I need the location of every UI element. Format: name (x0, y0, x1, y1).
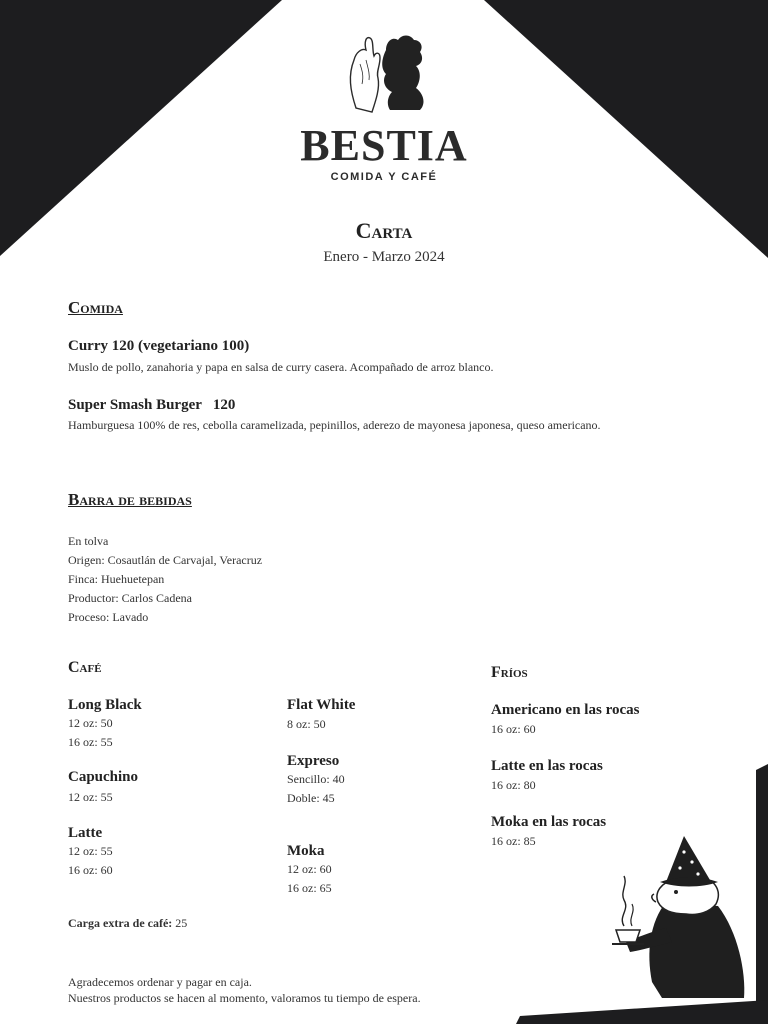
cafe-item-moka (287, 843, 332, 898)
item-price: Doble: 45 (287, 791, 335, 805)
item-price: 16 oz: 60 (491, 722, 536, 736)
cafe-item-capuchino (68, 769, 138, 807)
subsection-cafe-heading: Café (68, 659, 102, 676)
item-name: Moka (287, 843, 325, 859)
extra-shot-label: Carga extra de café: (68, 916, 173, 930)
wizard-bear-coffee-icon (606, 832, 752, 1000)
item-price: 16 oz: 85 (491, 834, 536, 848)
item-price: 8 oz: 50 (287, 717, 326, 731)
item-price: 16 oz: 60 (68, 863, 113, 877)
menu-item-curry: Curry 120 (vegetariano 100) (68, 338, 250, 354)
logo-area (276, 20, 492, 184)
info-line: Proceso: Lavado (68, 610, 149, 624)
page-title: Carta (355, 218, 413, 243)
extra-shot-price: 25 (175, 916, 188, 930)
info-line: Finca: Huehuetepan (68, 572, 165, 586)
footer-line: Agradecemos ordenar y pagar en caja. (68, 975, 252, 989)
item-price: Sencillo: 40 (287, 772, 345, 786)
item-name: Capuchino (68, 769, 139, 785)
cafe-item-expreso (287, 753, 345, 808)
item-price: 12 oz: 60 (287, 862, 332, 876)
cafe-item-flat-white (287, 697, 355, 734)
section-barra-heading: Barra de bebidas (68, 490, 192, 509)
item-name: Flat White (287, 697, 356, 713)
item-name: Moka en las rocas (491, 814, 607, 830)
item-name: Expreso (287, 753, 340, 769)
frio-item-americano (491, 702, 639, 739)
frio-item-latte (491, 758, 603, 795)
item-price: 12 oz: 55 (68, 790, 113, 804)
item-name: Americano en las rocas (491, 702, 640, 718)
coffee-origin-info (68, 532, 262, 627)
item-price: 12 oz: 55 (68, 844, 113, 858)
footer-line: Nuestros productos se hacen al momento, valoramos tu tiempo de espera. (68, 991, 421, 1005)
brand-tagline: COMIDA Y CAFÉ (330, 171, 438, 183)
section-comida-heading: Comida (68, 298, 123, 317)
menu-period: Enero - Marzo 2024 (323, 249, 445, 265)
cafe-item-long-black (68, 697, 142, 752)
info-line: En tolva (68, 534, 109, 548)
item-price: 16 oz: 65 (287, 881, 332, 895)
hand-shadow-bear-icon (336, 30, 432, 120)
cafe-item-latte (68, 825, 113, 880)
item-name: Latte (68, 825, 103, 841)
brand-name: BESTIA (300, 121, 468, 170)
item-name: Latte en las rocas (491, 758, 603, 774)
info-line: Origen: Cosautlán de Carvajal, Veracruz (68, 553, 263, 567)
footer-note (68, 974, 421, 1006)
frio-item-moka (491, 814, 606, 851)
menu-item-curry-desc: Muslo de pollo, zanahoria y papa en salsa de curry casera. Acompañado de arroz blanco. (68, 360, 494, 374)
item-price: 16 oz: 80 (491, 778, 536, 792)
extra-shot-note (68, 916, 187, 931)
menu-item-burger-desc: Hamburguesa 100% de res, cebolla caramelizada, pepinillos, aderezo de mayonesa japonesa, queso americano. (68, 418, 601, 432)
menu-item-burger: Super Smash Burger 120 (68, 397, 236, 413)
item-name: Long Black (68, 697, 142, 713)
item-price: 16 oz: 55 (68, 735, 113, 749)
item-price: 12 oz: 50 (68, 716, 113, 730)
subsection-frios-heading: Fríos (491, 664, 528, 681)
info-line: Productor: Carlos Cadena (68, 591, 192, 605)
